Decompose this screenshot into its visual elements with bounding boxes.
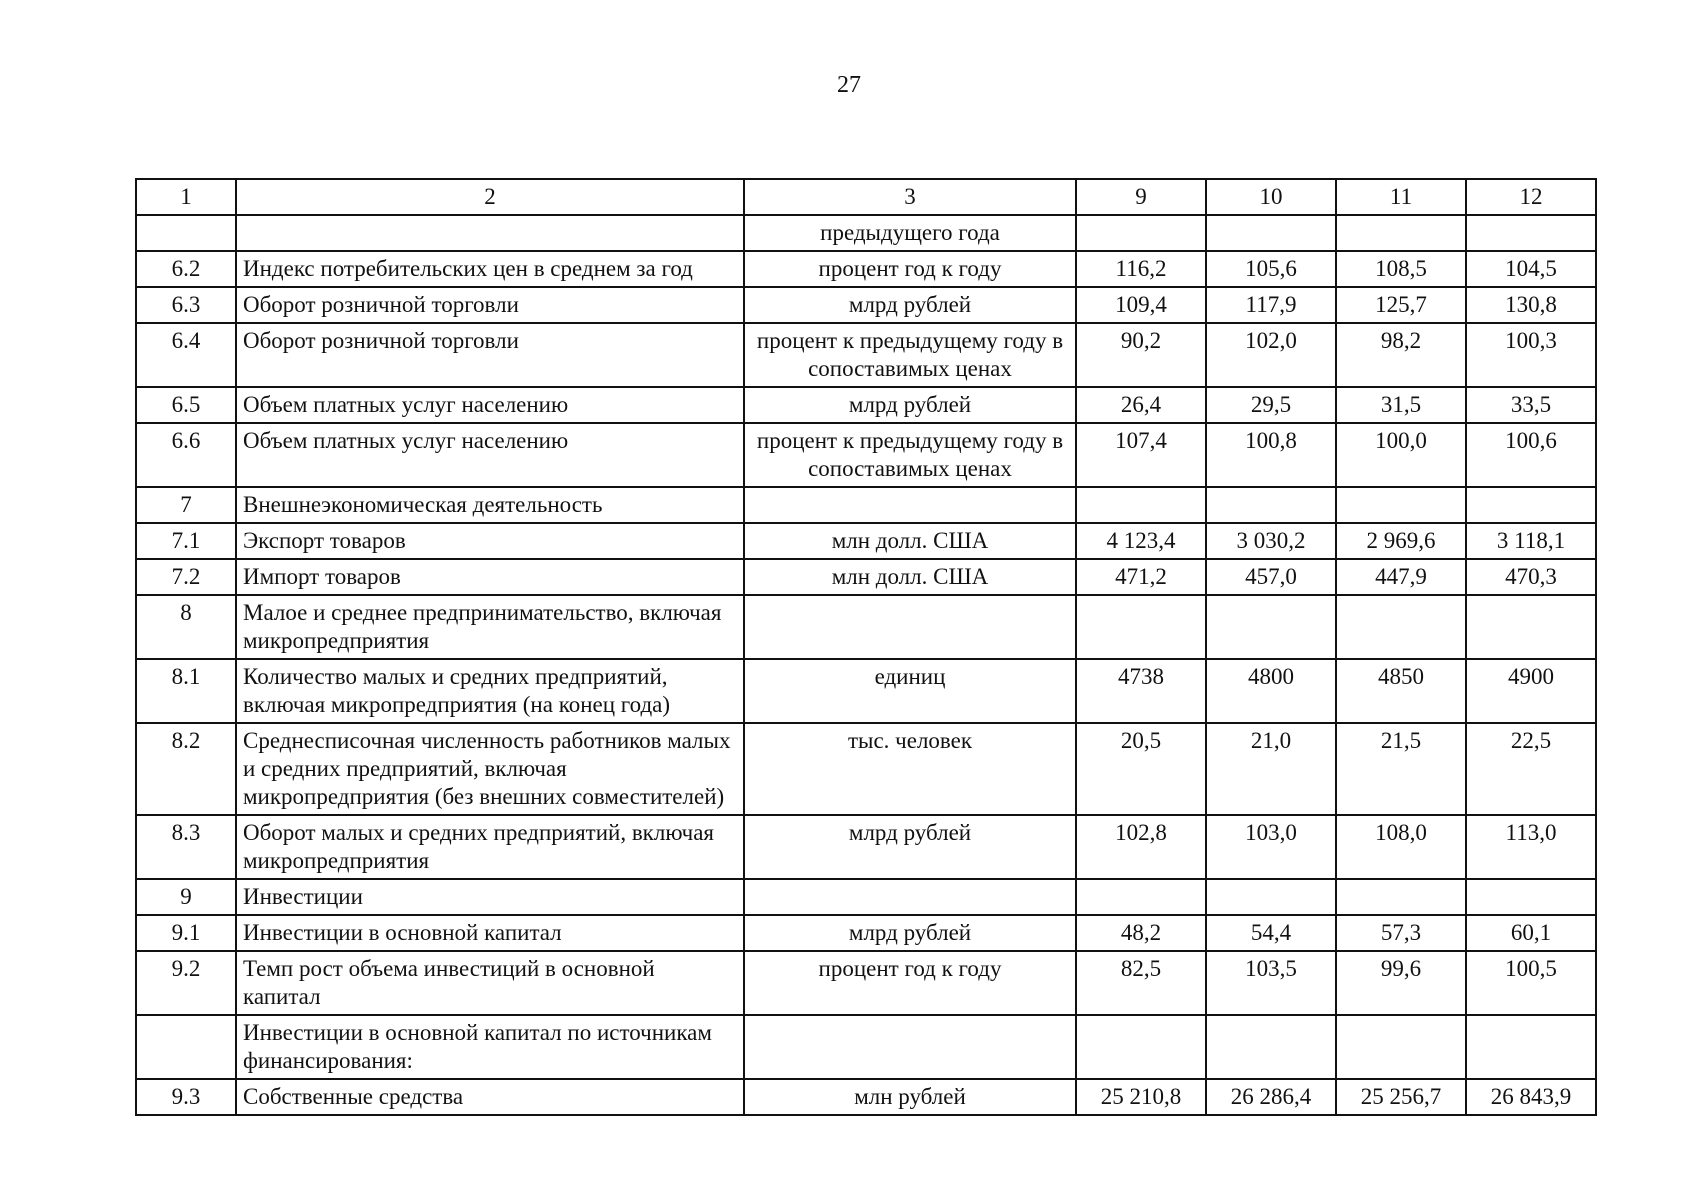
value-cell	[1076, 879, 1206, 915]
value-cell	[1076, 1015, 1206, 1079]
value-cell	[1466, 487, 1596, 523]
indicator-name-cell: Объем платных услуг населению	[236, 423, 744, 487]
table-row	[136, 595, 1596, 659]
value-cell	[1336, 879, 1466, 915]
column-header: 10	[1206, 179, 1336, 215]
value-cell: 26 286,4	[1206, 1079, 1336, 1115]
value-cell: 2 969,6	[1336, 523, 1466, 559]
row-number-cell: 7.2	[136, 559, 236, 595]
column-header: 11	[1336, 179, 1466, 215]
value-cell	[1076, 487, 1206, 523]
value-cell	[1206, 215, 1336, 251]
unit-cell: млрд рублей	[744, 815, 1076, 879]
row-number-cell: 6.5	[136, 387, 236, 423]
row-number-cell: 7	[136, 487, 236, 523]
row-number-cell: 8.2	[136, 723, 236, 815]
indicator-name-cell: Среднесписочная численность работников малых и средних предприятий, включая микропредприятия (без внешних совместителей)	[236, 723, 744, 815]
table-row	[136, 287, 1596, 323]
row-number-cell: 7.1	[136, 523, 236, 559]
value-cell	[1466, 595, 1596, 659]
value-cell: 82,5	[1076, 951, 1206, 1015]
row-number-cell: 6.3	[136, 287, 236, 323]
value-cell	[1336, 487, 1466, 523]
column-header: 3	[744, 179, 1076, 215]
unit-cell: млрд рублей	[744, 915, 1076, 951]
value-cell: 4 123,4	[1076, 523, 1206, 559]
table-row	[136, 487, 1596, 523]
value-cell: 26 843,9	[1466, 1079, 1596, 1115]
indicators-table	[135, 178, 1597, 1116]
unit-cell: млрд рублей	[744, 287, 1076, 323]
row-number-cell: 6.4	[136, 323, 236, 387]
value-cell: 470,3	[1466, 559, 1596, 595]
value-cell: 100,0	[1336, 423, 1466, 487]
value-cell	[1466, 1015, 1596, 1079]
row-number-cell	[136, 1015, 236, 1079]
value-cell: 3 118,1	[1466, 523, 1596, 559]
value-cell: 29,5	[1206, 387, 1336, 423]
value-cell	[1076, 215, 1206, 251]
table-row	[136, 951, 1596, 1015]
table-row	[136, 523, 1596, 559]
unit-cell: процент к предыдущему году в сопоставимых ценах	[744, 323, 1076, 387]
indicator-name-cell: Объем платных услуг населению	[236, 387, 744, 423]
indicator-name-cell: Инвестиции	[236, 879, 744, 915]
value-cell: 107,4	[1076, 423, 1206, 487]
indicator-name-cell: Оборот малых и средних предприятий, включая микропредприятия	[236, 815, 744, 879]
unit-cell: тыс. человек	[744, 723, 1076, 815]
unit-cell: единиц	[744, 659, 1076, 723]
table-row	[136, 1015, 1596, 1079]
value-cell: 22,5	[1466, 723, 1596, 815]
row-number-cell: 8.1	[136, 659, 236, 723]
value-cell: 457,0	[1206, 559, 1336, 595]
value-cell: 113,0	[1466, 815, 1596, 879]
value-cell	[1466, 215, 1596, 251]
value-cell: 57,3	[1336, 915, 1466, 951]
value-cell: 25 210,8	[1076, 1079, 1206, 1115]
value-cell: 4850	[1336, 659, 1466, 723]
table-row	[136, 915, 1596, 951]
value-cell: 31,5	[1336, 387, 1466, 423]
value-cell	[1336, 1015, 1466, 1079]
table-row	[136, 559, 1596, 595]
value-cell	[1206, 879, 1336, 915]
value-cell: 109,4	[1076, 287, 1206, 323]
indicator-name-cell: Оборот розничной торговли	[236, 287, 744, 323]
value-cell: 3 030,2	[1206, 523, 1336, 559]
unit-cell: предыдущего года	[744, 215, 1076, 251]
unit-cell: процент год к году	[744, 951, 1076, 1015]
unit-cell: млн долл. США	[744, 559, 1076, 595]
value-cell: 108,5	[1336, 251, 1466, 287]
row-number-cell	[136, 215, 236, 251]
unit-cell: млн долл. США	[744, 523, 1076, 559]
table-row	[136, 1079, 1596, 1115]
table-row	[136, 215, 1596, 251]
indicator-name-cell	[236, 215, 744, 251]
table-row	[136, 423, 1596, 487]
value-cell	[1206, 487, 1336, 523]
value-cell	[1336, 215, 1466, 251]
value-cell: 21,5	[1336, 723, 1466, 815]
value-cell	[1336, 595, 1466, 659]
value-cell: 25 256,7	[1336, 1079, 1466, 1115]
indicator-name-cell: Собственные средства	[236, 1079, 744, 1115]
value-cell: 100,8	[1206, 423, 1336, 487]
unit-cell	[744, 1015, 1076, 1079]
value-cell: 117,9	[1206, 287, 1336, 323]
column-header: 9	[1076, 179, 1206, 215]
table-row	[136, 815, 1596, 879]
unit-cell: процент к предыдущему году в сопоставимых ценах	[744, 423, 1076, 487]
table-row	[136, 723, 1596, 815]
value-cell	[1206, 1015, 1336, 1079]
value-cell: 100,3	[1466, 323, 1596, 387]
value-cell: 4900	[1466, 659, 1596, 723]
value-cell: 99,6	[1336, 951, 1466, 1015]
unit-cell: млрд рублей	[744, 387, 1076, 423]
indicator-name-cell: Внешнеэкономическая деятельность	[236, 487, 744, 523]
column-header: 1	[136, 179, 236, 215]
table-row	[136, 323, 1596, 387]
unit-cell	[744, 879, 1076, 915]
row-number-cell: 8.3	[136, 815, 236, 879]
indicator-name-cell: Импорт товаров	[236, 559, 744, 595]
indicator-name-cell: Индекс потребительских цен в среднем за год	[236, 251, 744, 287]
value-cell: 105,6	[1206, 251, 1336, 287]
value-cell: 26,4	[1076, 387, 1206, 423]
table-row	[136, 659, 1596, 723]
value-cell: 102,8	[1076, 815, 1206, 879]
page-number: 27	[837, 72, 861, 98]
table-body	[136, 179, 1596, 1115]
value-cell: 54,4	[1206, 915, 1336, 951]
value-cell	[1206, 595, 1336, 659]
value-cell: 33,5	[1466, 387, 1596, 423]
row-number-cell: 9.3	[136, 1079, 236, 1115]
unit-cell	[744, 595, 1076, 659]
value-cell: 130,8	[1466, 287, 1596, 323]
value-cell: 102,0	[1206, 323, 1336, 387]
value-cell: 98,2	[1336, 323, 1466, 387]
row-number-cell: 9.2	[136, 951, 236, 1015]
value-cell: 108,0	[1336, 815, 1466, 879]
indicator-name-cell: Экспорт товаров	[236, 523, 744, 559]
indicator-name-cell: Малое и среднее предпринимательство, включая микропредприятия	[236, 595, 744, 659]
value-cell: 471,2	[1076, 559, 1206, 595]
indicator-name-cell: Оборот розничной торговли	[236, 323, 744, 387]
unit-cell: млн рублей	[744, 1079, 1076, 1115]
row-number-cell: 9	[136, 879, 236, 915]
value-cell	[1076, 595, 1206, 659]
row-number-cell: 6.2	[136, 251, 236, 287]
value-cell: 21,0	[1206, 723, 1336, 815]
unit-cell: процент год к году	[744, 251, 1076, 287]
value-cell: 48,2	[1076, 915, 1206, 951]
table-row	[136, 251, 1596, 287]
indicator-name-cell: Инвестиции в основной капитал по источникам финансирования:	[236, 1015, 744, 1079]
value-cell: 125,7	[1336, 287, 1466, 323]
value-cell: 100,5	[1466, 951, 1596, 1015]
indicator-name-cell: Инвестиции в основной капитал	[236, 915, 744, 951]
value-cell: 100,6	[1466, 423, 1596, 487]
value-cell: 4738	[1076, 659, 1206, 723]
unit-cell	[744, 487, 1076, 523]
value-cell: 447,9	[1336, 559, 1466, 595]
indicator-name-cell: Количество малых и средних предприятий, включая микропредприятия (на конец года)	[236, 659, 744, 723]
value-cell: 20,5	[1076, 723, 1206, 815]
value-cell: 103,0	[1206, 815, 1336, 879]
value-cell: 103,5	[1206, 951, 1336, 1015]
value-cell: 60,1	[1466, 915, 1596, 951]
value-cell	[1466, 879, 1596, 915]
value-cell: 90,2	[1076, 323, 1206, 387]
column-header: 12	[1466, 179, 1596, 215]
row-number-cell: 9.1	[136, 915, 236, 951]
row-number-cell: 6.6	[136, 423, 236, 487]
indicator-name-cell: Темп рост объема инвестиций в основной капитал	[236, 951, 744, 1015]
table-header-row	[136, 179, 1596, 215]
table-row	[136, 387, 1596, 423]
value-cell: 4800	[1206, 659, 1336, 723]
value-cell: 104,5	[1466, 251, 1596, 287]
table-row	[136, 879, 1596, 915]
row-number-cell: 8	[136, 595, 236, 659]
column-header: 2	[236, 179, 744, 215]
value-cell: 116,2	[1076, 251, 1206, 287]
